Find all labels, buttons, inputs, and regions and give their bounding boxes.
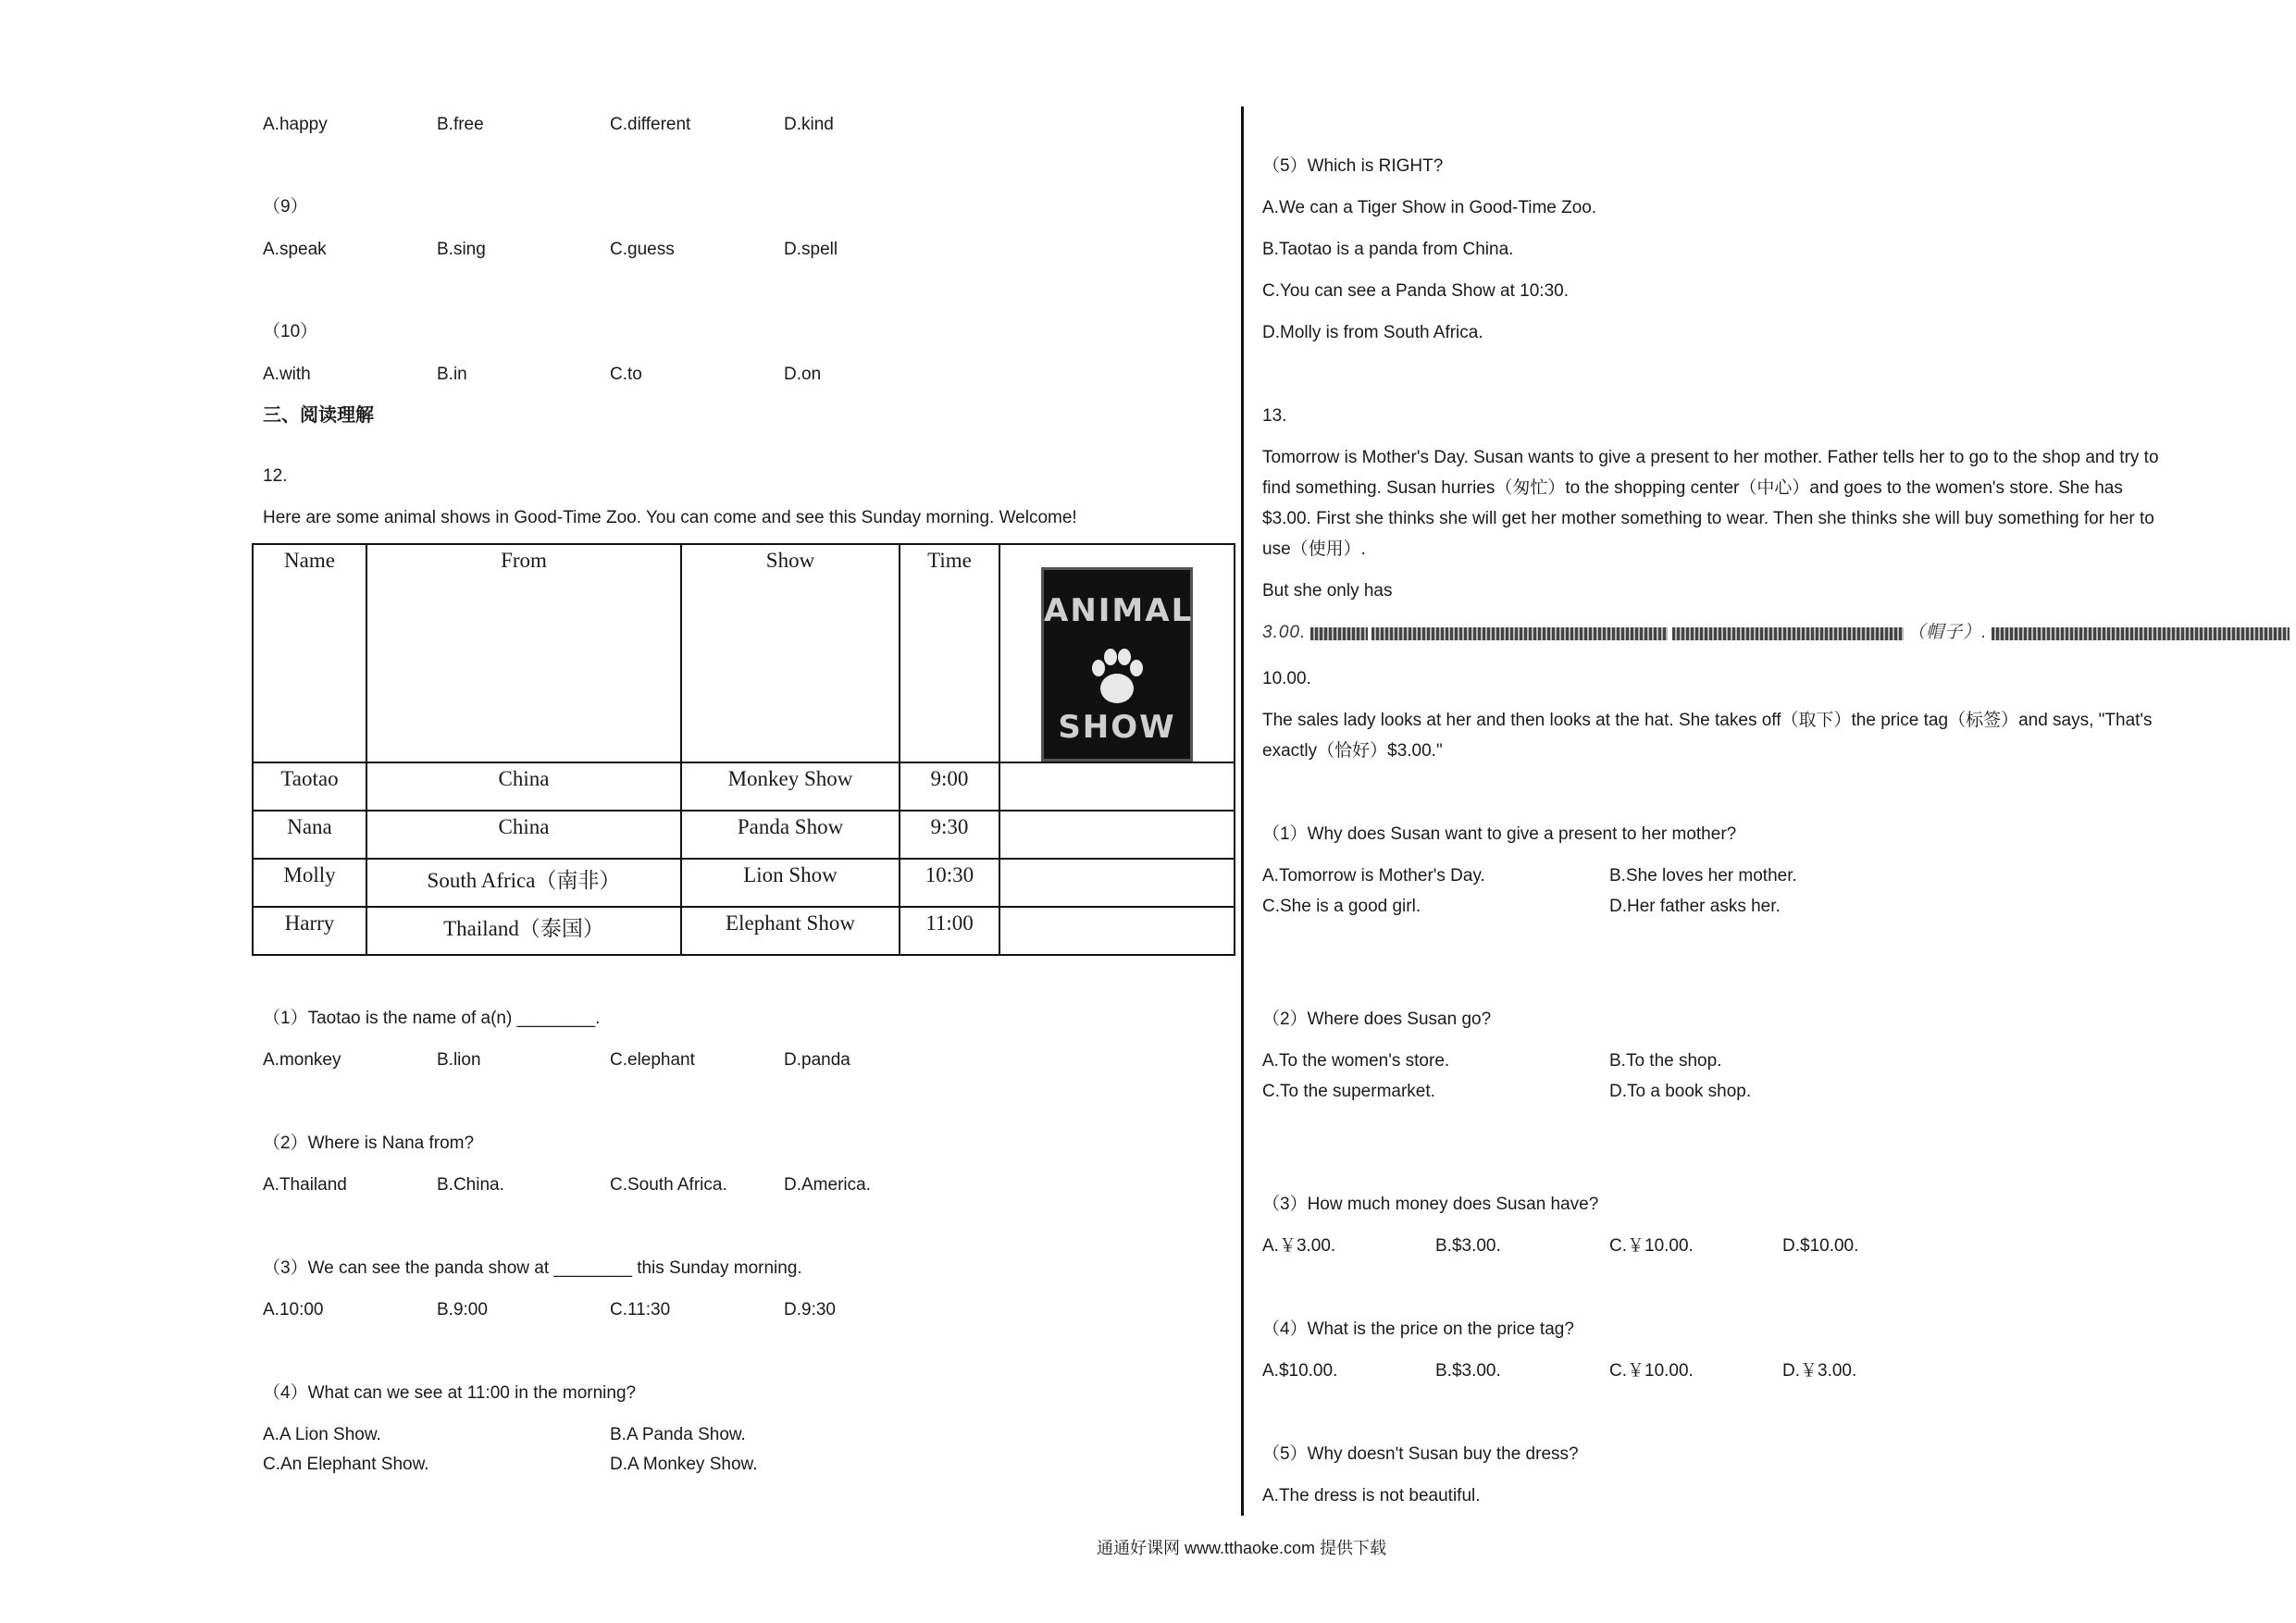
table-cell: [999, 907, 1235, 955]
option-b: B.A Panda Show.: [610, 1425, 746, 1444]
option-a: A.Thailand: [263, 1175, 347, 1195]
passage-intro: Here are some animal shows in Good-Time Zoo. You can come and see this Sunday morning. Welcome!: [263, 508, 1077, 527]
table-header-name: Name: [253, 544, 366, 762]
paw-icon: [1089, 646, 1145, 707]
option-b: B.$3.00.: [1435, 1361, 1501, 1381]
option-c: C.You can see a Panda Show at 10:30.: [1262, 281, 1569, 301]
garbled-line: [1262, 623, 2290, 645]
option-a: A.monkey: [263, 1050, 341, 1070]
table-cell: Molly: [253, 859, 366, 907]
question-text: （3）How much money does Susan have?: [1262, 1195, 1599, 1214]
table-row: [253, 762, 1235, 811]
option-a: A.To the women's store.: [1262, 1051, 1450, 1071]
option-b: B.Taotao is a panda from China.: [1262, 240, 1514, 259]
option-c: C.To the supermarket.: [1262, 1082, 1435, 1101]
table-cell: Panda Show: [681, 811, 900, 859]
table-cell: 9:30: [900, 811, 999, 859]
option-b: B.in: [437, 365, 467, 384]
table-cell: [999, 811, 1235, 859]
option-a: A.￥3.00.: [1262, 1236, 1336, 1256]
option-d: D.$10.00.: [1782, 1236, 1859, 1256]
table-cell: 10:30: [900, 859, 999, 907]
table-cell: [999, 859, 1235, 907]
passage-line: use（使用）.: [1262, 539, 1366, 559]
table-cell: 9:00: [900, 762, 999, 811]
passage-line: The sales lady looks at her and then looks at the hat. She takes off（取下）the price tag（标签）and says, "That's: [1262, 711, 2153, 730]
question-number: 13.: [1262, 406, 1287, 426]
table-cell: China: [366, 811, 681, 859]
table-header-image: [999, 544, 1235, 762]
question-label: （9）: [263, 197, 308, 217]
passage-line: $3.00. First she thinks she will get her mother something to wear. Then she thinks she will buy something for her to: [1262, 509, 2154, 528]
question-text: （2）Where does Susan go?: [1262, 1010, 1492, 1029]
table-row: [253, 859, 1235, 907]
logo-text-top: ANIMAL: [1044, 592, 1194, 629]
option-a: A.$10.00.: [1262, 1361, 1338, 1381]
option-c: C.to: [610, 365, 642, 384]
option-a: A.Tomorrow is Mother's Day.: [1262, 866, 1485, 886]
option-a: A.The dress is not beautiful.: [1262, 1486, 1481, 1505]
option-c: C.South Africa.: [610, 1175, 727, 1195]
option-a: A.10:00: [263, 1300, 324, 1319]
passage-line: 10.00.: [1262, 669, 1311, 688]
option-c: C.￥10.00.: [1609, 1236, 1694, 1256]
option-b: B.China.: [437, 1175, 504, 1195]
question-text: （2）Where is Nana from?: [263, 1134, 475, 1153]
smudge-block: [1371, 627, 1668, 640]
table-cell: Harry: [253, 907, 366, 955]
option-c: C.￥10.00.: [1609, 1361, 1694, 1381]
table-cell: 11:00: [900, 907, 999, 955]
smudge-block: [1992, 627, 2290, 640]
option-b: B.9:00: [437, 1300, 488, 1319]
passage-line: Tomorrow is Mother's Day. Susan wants to give a present to her mother. Father tells her to go to the shop and try to: [1262, 448, 2159, 467]
garbled-start: 3.00.: [1262, 623, 1307, 642]
option-d: D.America.: [784, 1175, 871, 1195]
question-number: 12.: [263, 466, 288, 486]
option-c: C.11:30: [610, 1300, 671, 1319]
garbled-hat: （帽子）.: [1907, 623, 1988, 642]
option-c: C.guess: [610, 240, 675, 259]
question-text: （3）We can see the panda show at ________ this Sunday morning.: [263, 1258, 802, 1278]
question-text: （5）Why doesn't Susan buy the dress?: [1262, 1444, 1579, 1464]
option-d: D.To a book shop.: [1609, 1082, 1752, 1101]
passage-line: But she only has: [1262, 581, 1393, 601]
animal-show-logo: [1041, 567, 1193, 762]
question-text: （5）Which is RIGHT?: [1262, 156, 1444, 176]
option-b: B.To the shop.: [1609, 1051, 1722, 1071]
option-d: D.A Monkey Show.: [610, 1455, 758, 1474]
logo-text-bottom: SHOW: [1058, 709, 1176, 746]
table-cell: [999, 762, 1235, 811]
column-divider: [1241, 106, 1244, 1516]
option-c: C.An Elephant Show.: [263, 1455, 429, 1474]
table-cell: Lion Show: [681, 859, 900, 907]
option-c: C.different: [610, 115, 691, 134]
table-cell: Elephant Show: [681, 907, 900, 955]
question-text: （1）Taotao is the name of a(n) ________.: [263, 1009, 601, 1028]
question-text: （1）Why does Susan want to give a present to her mother?: [1262, 824, 1737, 844]
option-d: D.spell: [784, 240, 838, 259]
option-b: B.sing: [437, 240, 486, 259]
option-a: A.A Lion Show.: [263, 1425, 381, 1444]
table-cell: China: [366, 762, 681, 811]
option-b: B.$3.00.: [1435, 1236, 1501, 1256]
table-header-time: Time: [900, 544, 999, 762]
option-d: D.Her father asks her.: [1609, 897, 1781, 916]
table-header-show: Show: [681, 544, 900, 762]
option-a: A.speak: [263, 240, 327, 259]
section-title: 三、阅读理解: [263, 405, 374, 426]
table-cell: Taotao: [253, 762, 366, 811]
option-b: B.free: [437, 115, 484, 134]
option-a: A.happy: [263, 115, 328, 134]
smudge-block: [1672, 627, 1904, 640]
smudge-block: [1310, 627, 1368, 640]
table-cell: Thailand（泰国）: [366, 907, 681, 955]
option-c: C.She is a good girl.: [1262, 897, 1421, 916]
animal-show-table: [252, 543, 1235, 956]
option-a: A.with: [263, 365, 311, 384]
option-d: D.Molly is from South Africa.: [1262, 323, 1483, 342]
option-a: A.We can a Tiger Show in Good-Time Zoo.: [1262, 198, 1597, 217]
option-b: B.She loves her mother.: [1609, 866, 1797, 886]
table-cell: Nana: [253, 811, 366, 859]
table-cell: Monkey Show: [681, 762, 900, 811]
passage-line: find something. Susan hurries（匆忙）to the shopping center（中心）and goes to the women's store. She has: [1262, 478, 2123, 498]
table-row: [253, 907, 1235, 955]
question-label: （10）: [263, 322, 318, 341]
option-c: C.elephant: [610, 1050, 695, 1070]
option-b: B.lion: [437, 1050, 481, 1070]
table-header-from: From: [366, 544, 681, 762]
page-footer: 通通好课网 www.tthaoke.com 提供下载: [1097, 1539, 1387, 1557]
passage-line: exactly（恰好）$3.00.": [1262, 741, 1443, 761]
option-d: D.9:30: [784, 1300, 836, 1319]
question-text: （4）What is the price on the price tag?: [1262, 1319, 1574, 1339]
table-cell: South Africa（南非）: [366, 859, 681, 907]
option-d: D.panda: [784, 1050, 850, 1070]
option-d: D.kind: [784, 115, 834, 134]
table-row: [253, 811, 1235, 859]
question-text: （4）What can we see at 11:00 in the morning?: [263, 1383, 637, 1403]
option-d: D.on: [784, 365, 822, 384]
option-d: D.￥3.00.: [1782, 1361, 1857, 1381]
